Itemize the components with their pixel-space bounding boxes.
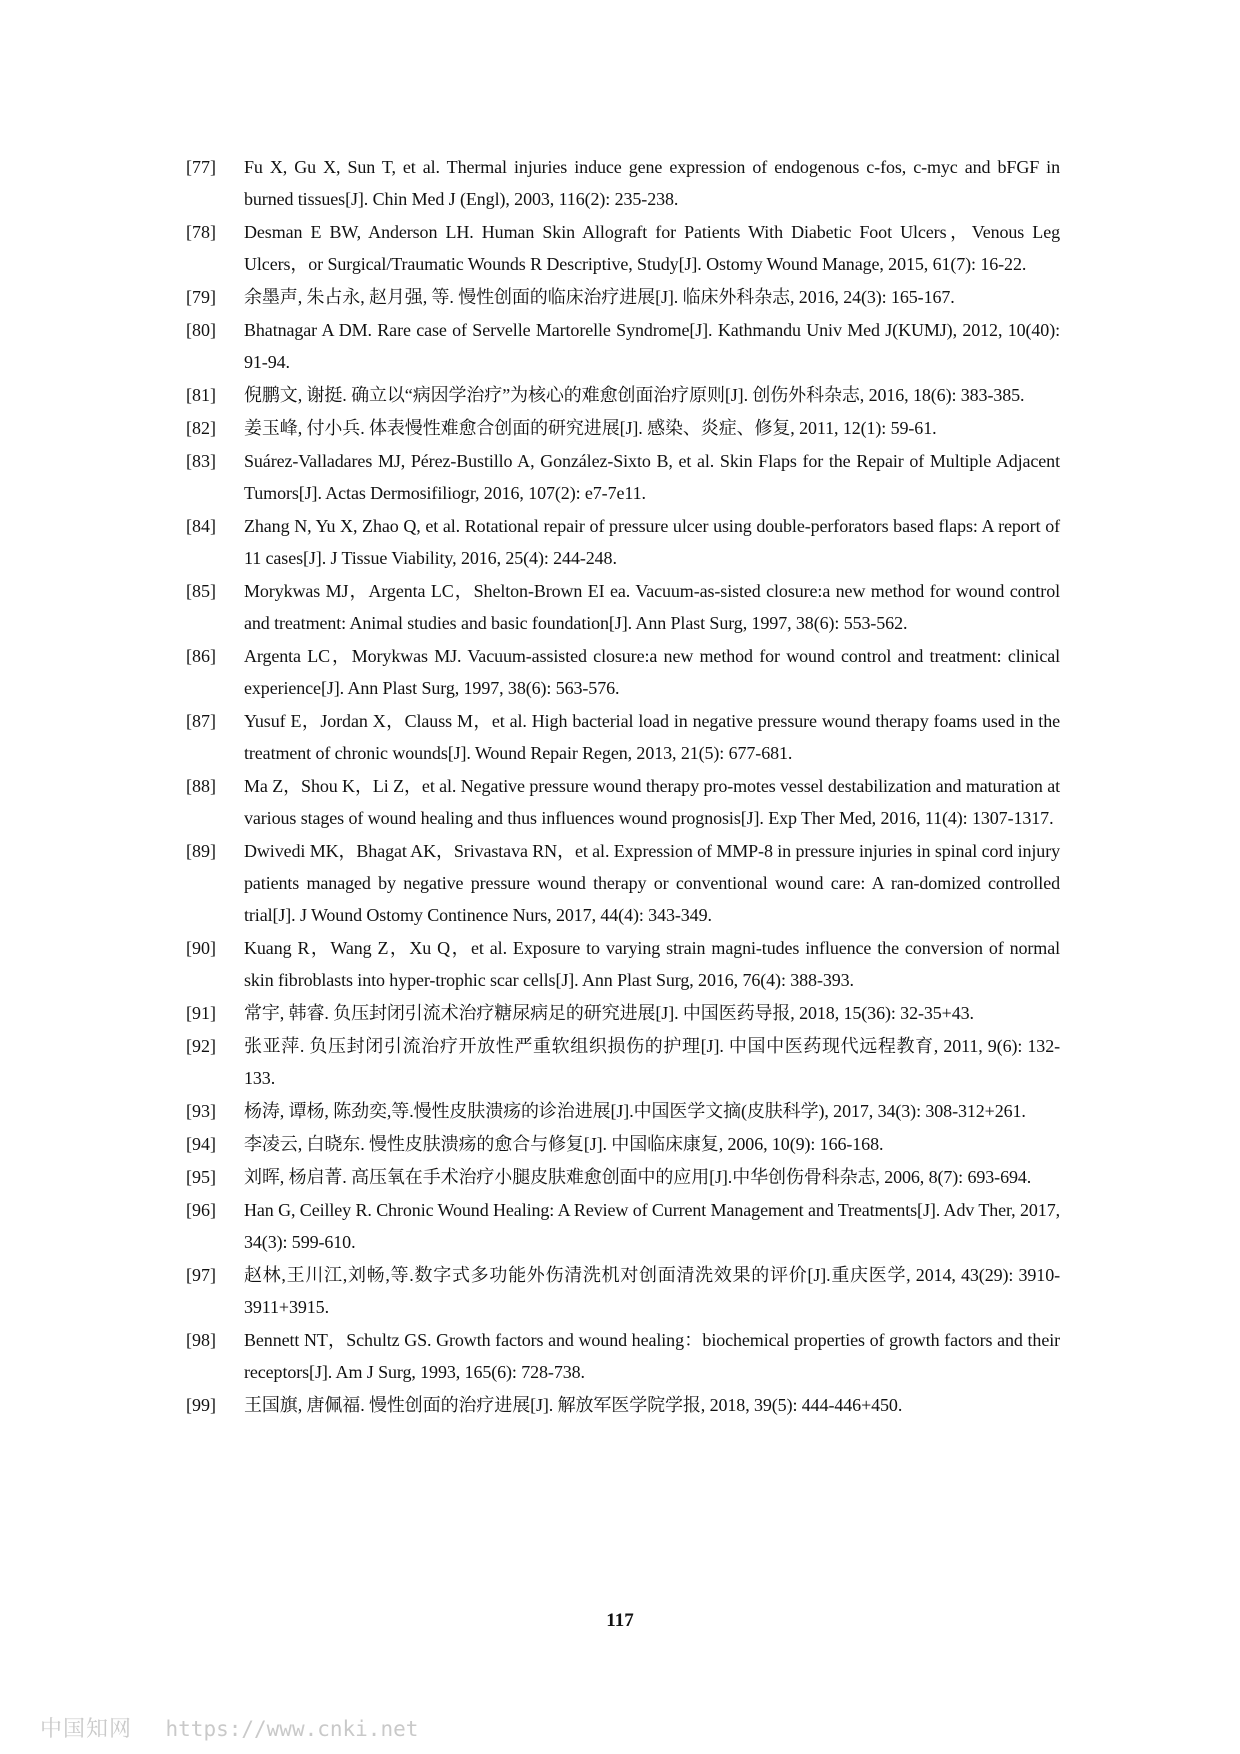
reference-item — [186, 1128, 1060, 1160]
reference-number: [78] — [186, 222, 216, 242]
reference-number: [89] — [186, 841, 216, 861]
reference-number: [85] — [186, 581, 216, 601]
reference-number: [99] — [186, 1395, 216, 1415]
reference-text: Morykwas MJ，Argenta LC，Shelton-Brown EI ea. Vacuum-as-sisted closure:a new method for wound control and treatment: Animal studies and basic foundation[J]. Ann Plast Surg, 1997, 38(6): 553-562. — [244, 581, 1060, 633]
reference-text: 张亚萍. 负压封闭引流治疗开放性严重软组织损伤的护理[J]. 中国中医药现代远程教育, 2011, 9(6): 132-133. — [244, 1036, 1060, 1088]
reference-item — [186, 379, 1060, 411]
reference-number: [95] — [186, 1167, 216, 1187]
reference-text: Zhang N, Yu X, Zhao Q, et al. Rotational repair of pressure ulcer using double-perforators based flaps: A report of 11 cases[J]. J Tissue Viability, 2016, 25(4): 244-248. — [244, 516, 1060, 568]
reference-number: [93] — [186, 1101, 216, 1121]
reference-item — [186, 314, 1060, 378]
reference-number: [92] — [186, 1036, 216, 1056]
reference-item — [186, 281, 1060, 313]
reference-number: [94] — [186, 1134, 216, 1154]
reference-text: Bennett NT，Schultz GS. Growth factors and wound healing：biochemical properties of growth factors and their receptors[J]. Am J Surg, 1993, 165(6): 728-738. — [244, 1330, 1060, 1382]
cnki-logo-text: 中国知网 — [40, 1717, 133, 1742]
reference-item — [186, 1161, 1060, 1193]
reference-number: [83] — [186, 451, 216, 471]
reference-text: Fu X, Gu X, Sun T, et al. Thermal injuries induce gene expression of endogenous c-fos, c-myc and bFGF in burned tissues[J]. Chin Med J (Engl), 2003, 116(2): 235-238. — [244, 157, 1060, 209]
reference-number: [84] — [186, 516, 216, 536]
reference-text: Kuang R，Wang Z，Xu Q，et al. Exposure to varying strain magni-tudes influence the conversion of normal skin fibroblasts into hyper-trophic scar cells[J]. Ann Plast Surg, 2016, 76(4): 388-393. — [244, 938, 1060, 990]
reference-number: [97] — [186, 1265, 216, 1285]
reference-item — [186, 835, 1060, 931]
reference-text: Han G, Ceilley R. Chronic Wound Healing: A Review of Current Management and Treatments[J]. Adv Ther, 2017, 34(3): 599-610. — [244, 1200, 1060, 1252]
reference-item — [186, 997, 1060, 1029]
reference-number: [91] — [186, 1003, 216, 1023]
reference-item — [186, 575, 1060, 639]
reference-list — [186, 151, 1060, 1422]
reference-text: 常宇, 韩睿. 负压封闭引流术治疗糖尿病足的研究进展[J]. 中国医药导报, 2018, 15(36): 32-35+43. — [244, 1003, 974, 1023]
reference-item — [186, 412, 1060, 444]
reference-number: [96] — [186, 1200, 216, 1220]
reference-item — [186, 151, 1060, 215]
reference-number: [82] — [186, 418, 216, 438]
reference-text: Argenta LC，Morykwas MJ. Vacuum-assisted closure:a new method for wound control and treatment: clinical experience[J]. Ann Plast Surg, 1997, 38(6): 563-576. — [244, 646, 1060, 698]
reference-number: [86] — [186, 646, 216, 666]
reference-item — [186, 1194, 1060, 1258]
reference-text: Ma Z，Shou K，Li Z，et al. Negative pressure wound therapy pro-motes vessel destabilization and maturation at various stages of wound healing and thus influences wound prognosis[J]. Exp Ther Med, 2016, 11(4): 1307-1317. — [244, 776, 1060, 828]
reference-text: Desman E BW, Anderson LH. Human Skin Allograft for Patients With Diabetic Foot Ulcers，Venous Leg Ulcers，or Surgical/Traumatic Wounds R Descriptive, Study[J]. Ostomy Wound Manage, 2015, 61(7): 16-22. — [244, 222, 1060, 274]
reference-text: 李凌云, 白晓东. 慢性皮肤溃疡的愈合与修复[J]. 中国临床康复, 2006, 10(9): 166-168. — [244, 1134, 884, 1154]
reference-item — [186, 770, 1060, 834]
reference-text: 姜玉峰, 付小兵. 体表慢性难愈合创面的研究进展[J]. 感染、炎症、修复, 2011, 12(1): 59-61. — [244, 418, 937, 438]
reference-text: 刘晖, 杨启菁. 高压氧在手术治疗小腿皮肤难愈创面中的应用[J].中华创伤骨科杂志, 2006, 8(7): 693-694. — [244, 1167, 1032, 1187]
reference-text: Dwivedi MK，Bhagat AK，Srivastava RN，et al. Expression of MMP-8 in pressure injuries in spinal cord injury patients managed by negative pressure wound therapy or conventional wound care: A ran-domized controlled trial[J]. J Wound Ostomy Continence Nurs, 2017, 44(4): 343-349. — [244, 841, 1060, 925]
reference-number: [81] — [186, 385, 216, 405]
reference-item — [186, 1259, 1060, 1323]
reference-item — [186, 705, 1060, 769]
reference-text: 倪鹏文, 谢挺. 确立以“病因学治疗”为核心的难愈创面治疗原则[J]. 创伤外科杂志, 2016, 18(6): 383-385. — [244, 385, 1025, 405]
page-number: 117 — [606, 1610, 634, 1631]
reference-number: [98] — [186, 1330, 216, 1350]
reference-item — [186, 510, 1060, 574]
reference-text: Bhatnagar A DM. Rare case of Servelle Martorelle Syndrome[J]. Kathmandu Univ Med J(KUMJ), 2012, 10(40): 91-94. — [244, 320, 1060, 372]
reference-text: 杨涛, 谭杨, 陈劲奕,等.慢性皮肤溃疡的诊治进展[J].中国医学文摘(皮肤科学), 2017, 34(3): 308-312+261. — [244, 1101, 1026, 1121]
reference-item — [186, 1030, 1060, 1094]
cnki-url: https://www.cnki.net — [165, 1717, 419, 1741]
reference-number: [77] — [186, 157, 216, 177]
reference-item — [186, 216, 1060, 280]
reference-text: Suárez-Valladares MJ, Pérez-Bustillo A, González-Sixto B, et al. Skin Flaps for the Repair of Multiple Adjacent Tumors[J]. Actas Dermosifiliogr, 2016, 107(2): e7-7e11. — [244, 451, 1060, 503]
cnki-watermark — [40, 1712, 418, 1743]
reference-item — [186, 1324, 1060, 1388]
reference-text: 赵林,王川江,刘畅,等.数字式多功能外伤清洗机对创面清洗效果的评价[J].重庆医学, 2014, 43(29): 3910-3911+3915. — [244, 1265, 1060, 1317]
reference-text: Yusuf E，Jordan X，Clauss M，et al. High bacterial load in negative pressure wound therapy foams used in the treatment of chronic wounds[J]. Wound Repair Regen, 2013, 21(5): 677-681. — [244, 711, 1060, 763]
reference-item — [186, 1095, 1060, 1127]
reference-item — [186, 932, 1060, 996]
reference-number: [88] — [186, 776, 216, 796]
reference-number: [87] — [186, 711, 216, 731]
reference-number: [80] — [186, 320, 216, 340]
reference-item — [186, 640, 1060, 704]
reference-text: 余墨声, 朱占永, 赵月强, 等. 慢性创面的临床治疗进展[J]. 临床外科杂志, 2016, 24(3): 165-167. — [244, 287, 955, 307]
reference-item — [186, 445, 1060, 509]
reference-number: [79] — [186, 287, 216, 307]
reference-text: 王国旗, 唐佩福. 慢性创面的治疗进展[J]. 解放军医学院学报, 2018, 39(5): 444-446+450. — [244, 1395, 903, 1415]
reference-item — [186, 1389, 1060, 1421]
reference-number: [90] — [186, 938, 216, 958]
